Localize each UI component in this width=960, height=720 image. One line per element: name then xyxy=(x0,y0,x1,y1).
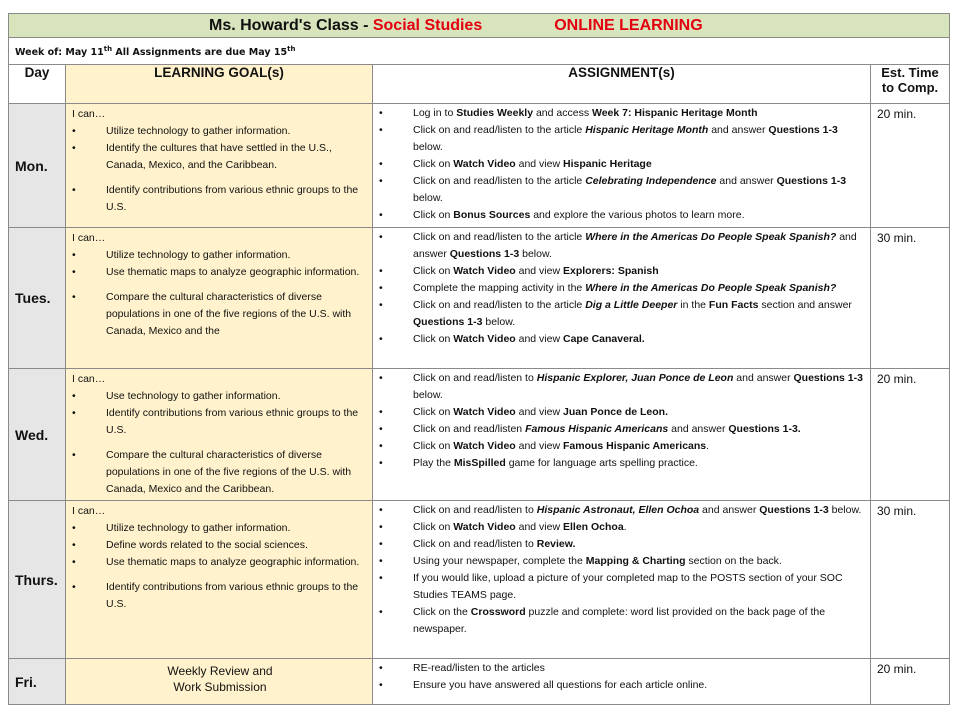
goal-item: • Utilize technology to gather information. xyxy=(72,520,368,537)
goal-item: • Identify contributions from various ethnic groups to the U.S. xyxy=(72,405,368,439)
assignment-item: • Click on Watch Video and view Cape Canaveral. xyxy=(373,331,866,348)
assignment-item: • Click on and read/listen to the article Where in the Americas Do People Speak Spanish? and answer Questions 1-3 below. xyxy=(373,229,866,263)
header-goal: LEARNING GOAL(s) xyxy=(66,65,373,104)
assignment-item: • Click on Watch Video and view Hispanic Heritage xyxy=(373,156,866,173)
assignment-item: • Click on Watch Video and view Famous Hispanic Americans. xyxy=(373,438,866,455)
page-title xyxy=(9,14,950,38)
assignment-item: • Click on Watch Video and view Explorers: Spanish xyxy=(373,263,866,280)
assignment-item: • Click on and read/listen to Hispanic Astronaut, Ellen Ochoa and answer Questions 1-3 below. xyxy=(373,502,866,519)
assignment-item: • Ensure you have answered all questions for each article online. xyxy=(373,677,866,694)
goal-item: • Identify the cultures that have settled in the U.S., Canada, Mexico, and the Caribbean. xyxy=(72,140,368,174)
row-friday xyxy=(9,659,950,705)
title-teacher: Ms. Howard's Class - xyxy=(209,17,373,34)
assignment-item: • Click on and read/listen to the article Dig a Little Deeper in the Fun Facts section and answer Questions 1-3 below. xyxy=(373,297,866,331)
day-label: Thurs. xyxy=(9,501,66,659)
header-assignment: ASSIGNMENT(s) xyxy=(373,65,871,104)
assignment-item: • Click on and read/listen Famous Hispanic Americans and answer Questions 1-3. xyxy=(373,421,866,438)
assignment-item: • Click on the Crossword puzzle and complete: word list provided on the back page of the newspaper. xyxy=(373,604,866,638)
assignment-item: • Log in to Studies Weekly and access Week 7: Hispanic Heritage Month xyxy=(373,105,866,122)
assignment-item: • If you would like, upload a picture of your completed map to the POSTS section of your SOC Studies TEAMS page. xyxy=(373,570,866,604)
assignment-item: • RE-read/listen to the articles xyxy=(373,660,866,677)
assignment-cell xyxy=(373,659,871,705)
row-wednesday xyxy=(9,369,950,501)
goal-item: • Use thematic maps to analyze geographic information. xyxy=(72,264,368,281)
est-time: 30 min. xyxy=(871,501,950,659)
goal-item: • Compare the cultural characteristics of diverse populations in one of the five regions of the U.S. with Canada, Mexico and the Caribbean. xyxy=(72,447,368,498)
est-time: 20 min. xyxy=(871,104,950,228)
goal-cell: Weekly Review and Work Submission xyxy=(66,659,373,705)
goal-item: • Utilize technology to gather information. xyxy=(72,247,368,264)
goal-item: • Define words related to the social sciences. xyxy=(72,537,368,554)
est-time: 20 min. xyxy=(871,369,950,501)
week-info: Week of: May 11th All Assignments are due May 15th xyxy=(9,38,950,65)
assignment-item: • Click on and read/listen to the article Celebrating Independence and answer Questions 1-3 below. xyxy=(373,173,866,207)
row-tuesday xyxy=(9,228,950,369)
goal-item: • Use technology to gather information. xyxy=(72,388,368,405)
day-label: Wed. xyxy=(9,369,66,501)
goal-item: • Utilize technology to gather information. xyxy=(72,123,368,140)
est-time: 20 min. xyxy=(871,659,950,705)
day-label: Tues. xyxy=(9,228,66,369)
assignment-cell xyxy=(373,369,871,501)
est-time: 30 min. xyxy=(871,228,950,369)
goal-item: • Use thematic maps to analyze geographic information. xyxy=(72,554,368,571)
goal-cell: I can… • Utilize technology to gather information. • Use thematic maps to analyze geographic information. • Compare the cultural characteristics of diverse populations in one of the five regions of the U.S. with Canada, Mexico and the xyxy=(66,228,373,369)
assignment-item: • Play the MisSpilled game for language arts spelling practice. xyxy=(373,455,866,472)
goal-item: • Identify contributions from various ethnic groups to the U.S. xyxy=(72,182,368,216)
assignment-item: • Click on and read/listen to Review. xyxy=(373,536,866,553)
assignment-item: • Using your newspaper, complete the Mapping & Charting section on the back. xyxy=(373,553,866,570)
assignment-item: • Click on Bonus Sources and explore the various photos to learn more. xyxy=(373,207,866,224)
goal-item: • Compare the cultural characteristics of diverse populations in one of the five regions of the U.S. with Canada, Mexico and the xyxy=(72,289,368,340)
assignment-item: • Click on and read/listen to Hispanic Explorer, Juan Ponce de Leon and answer Questions 1-3 below. xyxy=(373,370,866,404)
assignment-item: • Click on Watch Video and view Juan Ponce de Leon. xyxy=(373,404,866,421)
header-est-time: Est. Time to Comp. xyxy=(871,65,950,104)
goal-item: • Identify contributions from various ethnic groups to the U.S. xyxy=(72,579,368,613)
assignment-item: • Click on and read/listen to the article Hispanic Heritage Month and answer Questions 1-3 below. xyxy=(373,122,866,156)
goal-cell: I can… • Use technology to gather information. • Identify contributions from various ethnic groups to the U.S. • Compare the cultural characteristics of diverse populations in one of the five regions of the U.S. with Canada, Mexico and the Caribbean. xyxy=(66,369,373,501)
row-thursday xyxy=(9,501,950,659)
title-mode: ONLINE LEARNING xyxy=(554,17,703,34)
goal-cell: I can… • Utilize technology to gather information. • Define words related to the social sciences. • Use thematic maps to analyze geographic information. • Identify contributions from various ethnic groups to the U.S. xyxy=(66,501,373,659)
assignment-item: • Complete the mapping activity in the Where in the Americas Do People Speak Spanish? xyxy=(373,280,866,297)
assignment-item: • Click on Watch Video and view Ellen Ochoa. xyxy=(373,519,866,536)
assignment-cell xyxy=(373,228,871,369)
title-subject: Social Studies xyxy=(372,17,483,34)
assignment-cell xyxy=(373,104,871,228)
day-label: Fri. xyxy=(9,659,66,705)
assignment-cell xyxy=(373,501,871,659)
goal-cell: I can… • Utilize technology to gather information. • Identify the cultures that have settled in the U.S., Canada, Mexico, and the Caribbean. • Identify contributions from various ethnic groups to the U.S. xyxy=(66,104,373,228)
header-day: Day xyxy=(9,65,66,104)
day-label: Mon. xyxy=(9,104,66,228)
header-row xyxy=(9,65,950,104)
lesson-plan-table xyxy=(8,13,950,705)
row-monday xyxy=(9,104,950,228)
